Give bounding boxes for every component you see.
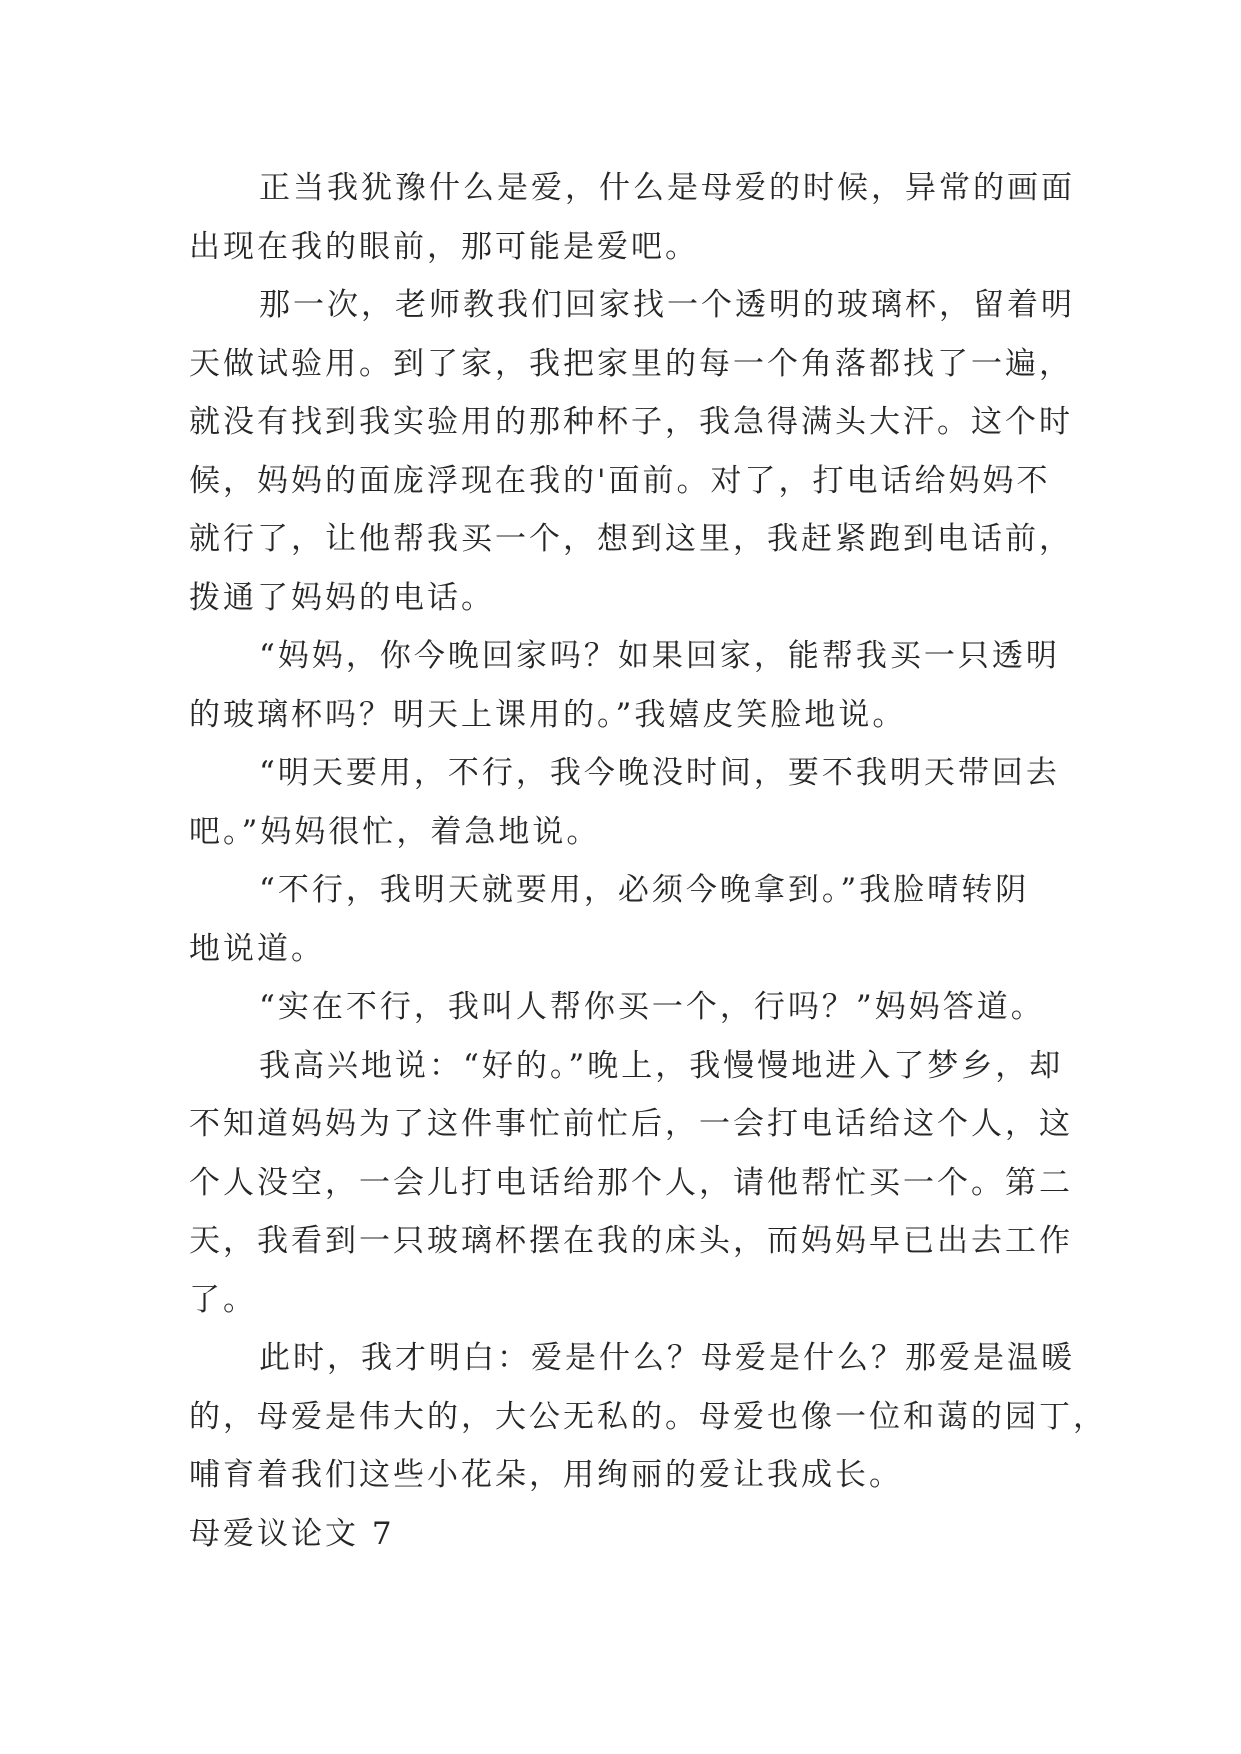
text-line: 候，妈妈的面庞浮现在我的'面前。对了，打电话给妈妈不 xyxy=(189,462,1051,499)
paragraph xyxy=(189,1037,1073,1330)
section-heading: 母爱议论文 7 xyxy=(189,1515,395,1552)
paragraph xyxy=(189,744,1069,861)
text-line: 哺育着我们这些小花朵，用绚丽的爱让我成长。 xyxy=(189,1457,903,1493)
text-line: 了。 xyxy=(189,1281,257,1318)
text-line: “明天要用，不行，我今晚没时间，要不我明天带回去 xyxy=(259,755,1060,791)
text-line: 此时，我才明白：爱是什么？母爱是什么？那爱是温暖 xyxy=(259,1340,1075,1376)
paragraph xyxy=(189,1329,1107,1505)
text-line: 的，母爱是伟大的，大公无私的。母爱也像一位和蔼的园丁， xyxy=(189,1398,1107,1435)
text-line: 的玻璃杯吗？明天上课用的。”我嬉皮笑脸地说。 xyxy=(189,696,907,733)
text-line: “妈妈，你今晚回家吗？如果回家，能帮我买一只透明 xyxy=(259,638,1060,674)
text-line: 天，我看到一只玻璃杯摆在我的床头，而妈妈早已出去工作 xyxy=(189,1223,1073,1259)
paragraph xyxy=(189,627,1069,744)
text-line: 我高兴地说：“好的。”晚上，我慢慢地进入了梦乡，却 xyxy=(259,1047,1064,1084)
text-line: 正当我犹豫什么是爱，什么是母爱的时候，异常的画面 xyxy=(259,170,1075,206)
text-line: 吧。”妈妈很忙，着急地说。 xyxy=(189,813,601,850)
text-line: 那一次，老师教我们回家找一个透明的玻璃杯，留着明 xyxy=(259,287,1075,323)
text-line: 天做试验用。到了家，我把家里的每一个角落都找了一遍， xyxy=(189,345,1073,382)
text-line: “实在不行，我叫人帮你买一个，行吗？”妈妈答道。 xyxy=(259,989,1045,1025)
text-line: 个人没空，一会儿打电话给那个人，请他帮忙买一个。第二 xyxy=(189,1164,1073,1201)
paragraph xyxy=(189,861,1069,978)
text-line: “不行，我明天就要用，必须今晚拿到。”我脸晴转阴 xyxy=(259,872,1030,908)
text-line: 就没有找到我实验用的那种杯子，我急得满头大汗。这个时 xyxy=(189,404,1073,440)
document-body xyxy=(189,159,1107,1563)
text-line: 拨通了妈妈的电话。 xyxy=(189,579,495,616)
text-line: 不知道妈妈为了这件事忙前忙后，一会打电话给这个人，这 xyxy=(189,1106,1073,1142)
paragraph xyxy=(189,276,1075,627)
text-line: 地说道。 xyxy=(189,930,325,967)
paragraph xyxy=(189,159,1075,276)
text-line: 出现在我的眼前，那可能是爱吧。 xyxy=(189,228,699,265)
text-line: 就行了，让他帮我买一个，想到这里，我赶紧跑到电话前， xyxy=(189,521,1073,557)
paragraph xyxy=(189,978,1069,1037)
